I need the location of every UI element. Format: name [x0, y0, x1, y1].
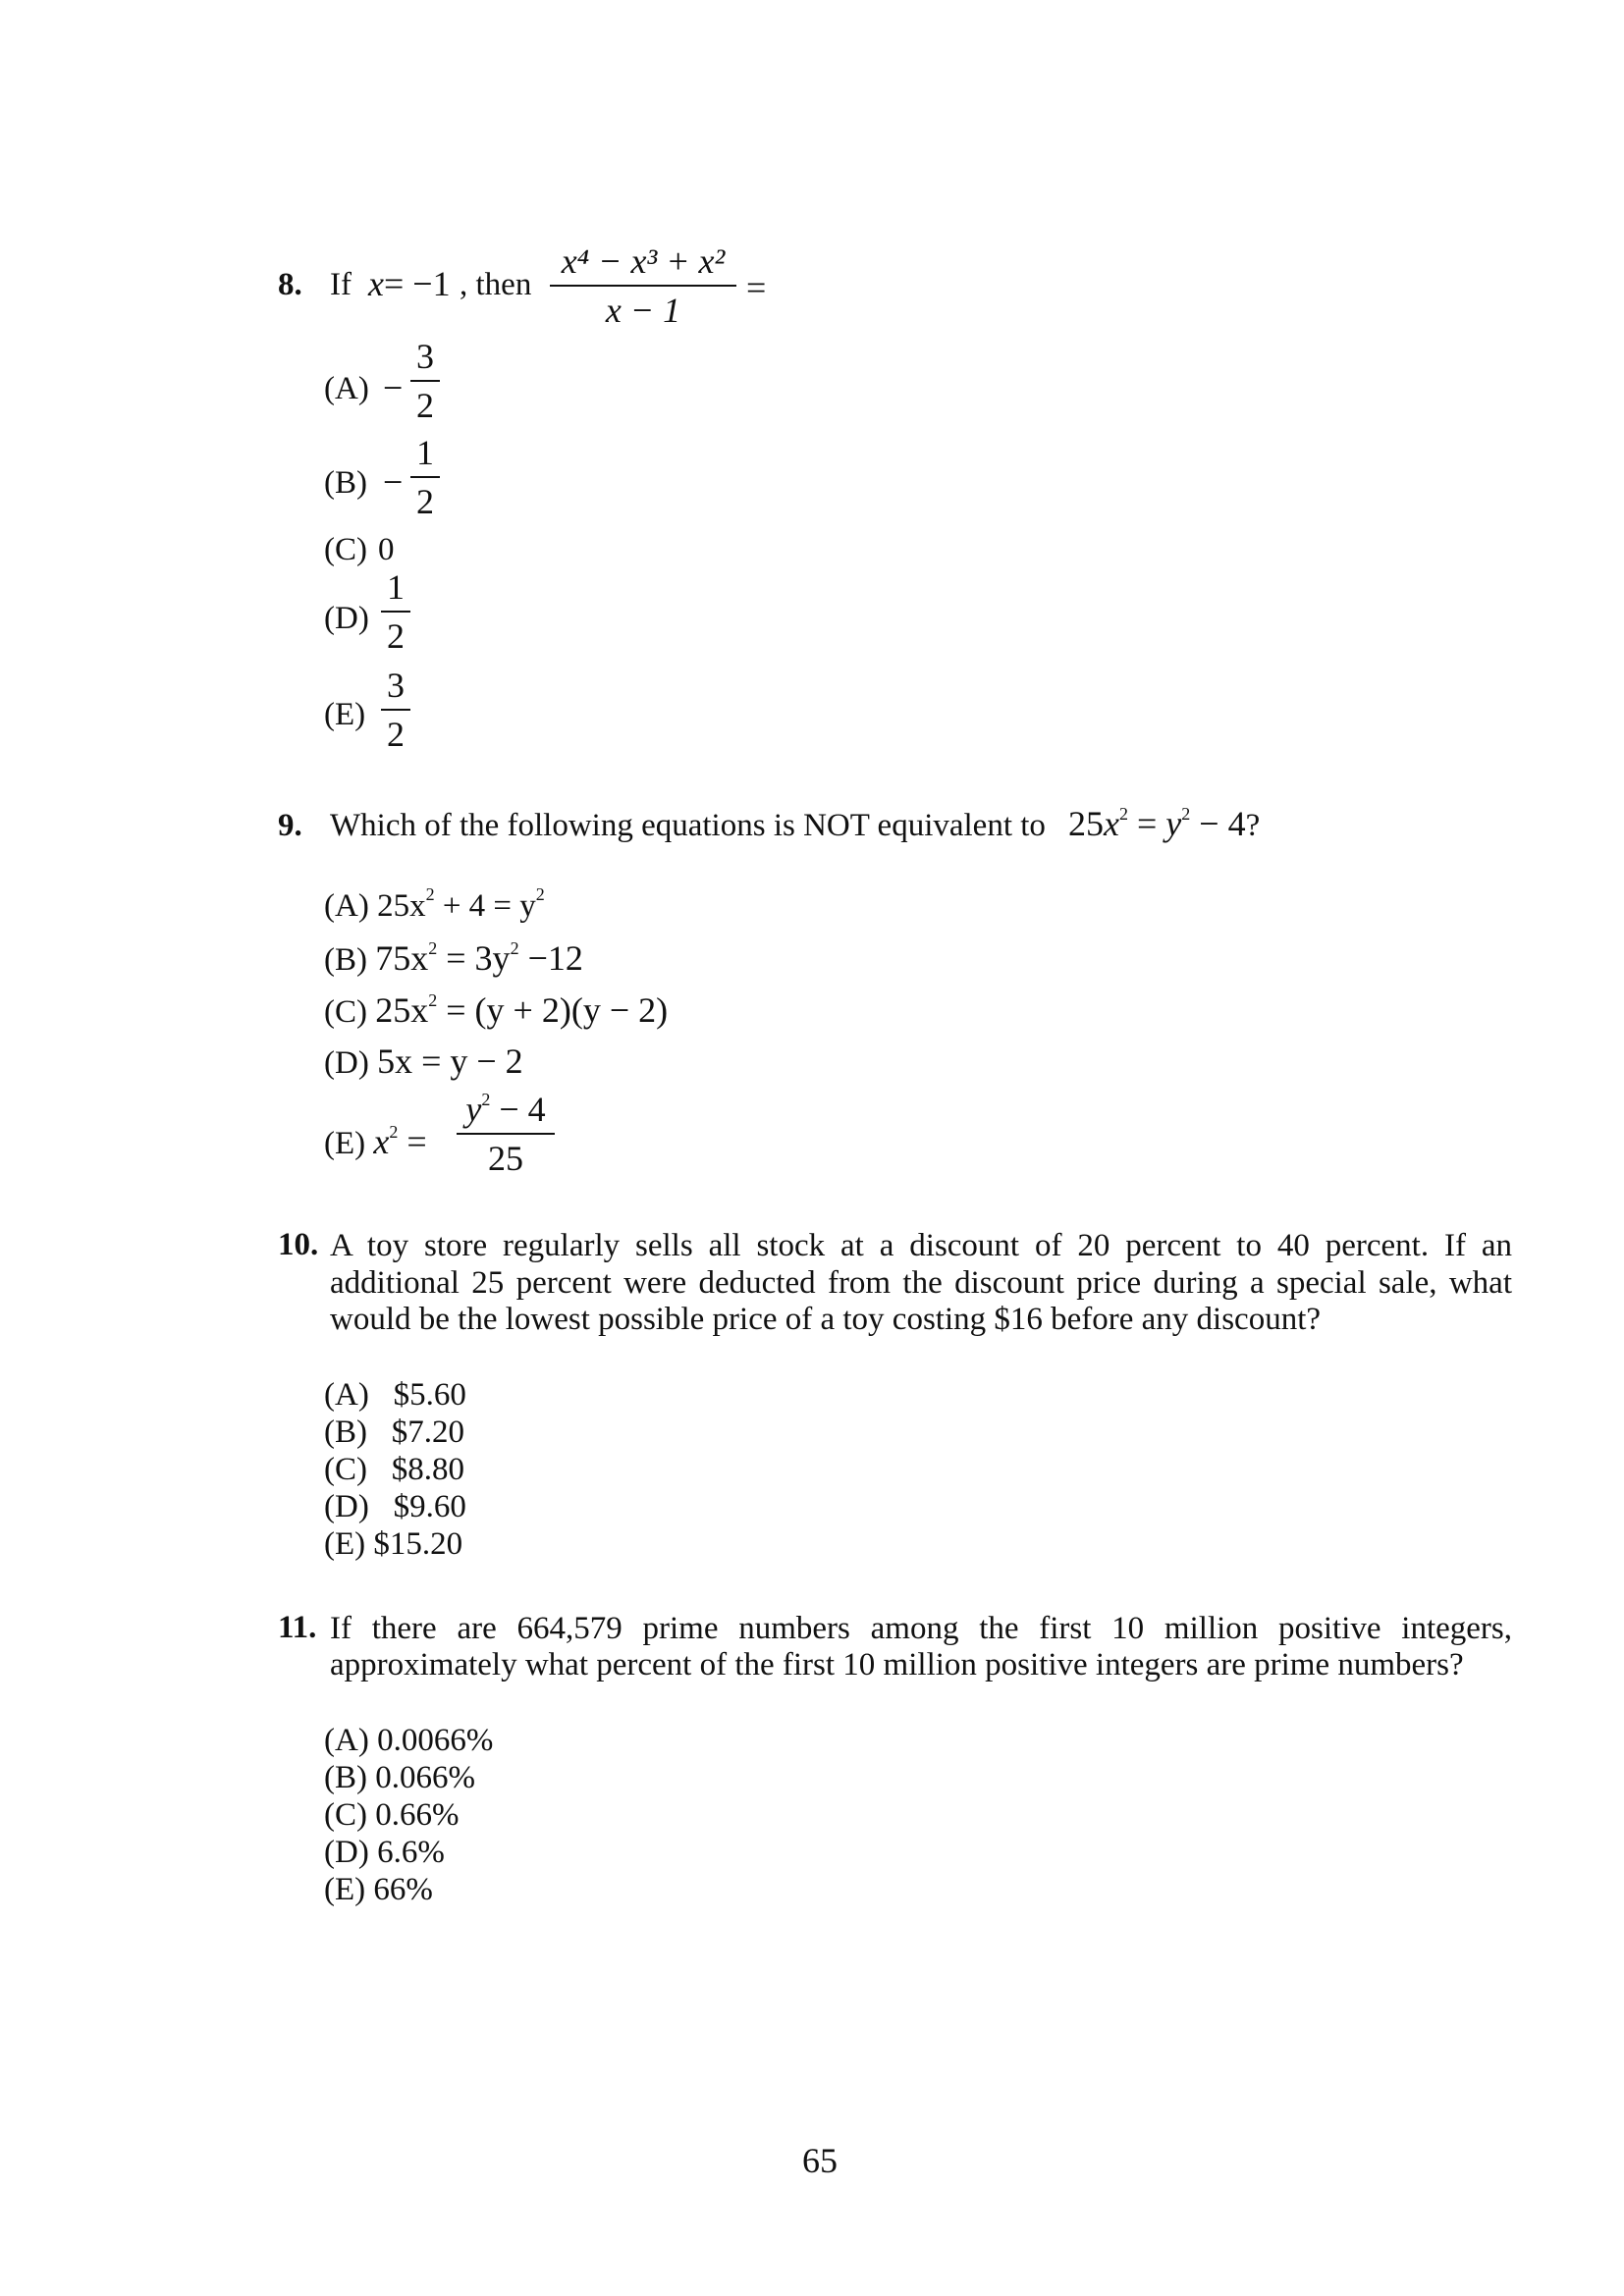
question-8-condition: x= −1 [368, 264, 451, 303]
option-sign: − [383, 462, 404, 502]
option-e-fraction [457, 1092, 555, 1176]
question-8-equals: = [746, 268, 767, 307]
fraction-bar [550, 285, 736, 287]
fraction-numerator: 1 [387, 567, 405, 607]
option-b: (B) 0.066% [324, 1760, 475, 1795]
option-c: (C) 0.66% [324, 1797, 460, 1833]
option-fraction [410, 435, 440, 519]
fraction-numerator: x⁴ − x³ + x² [561, 241, 726, 281]
option-c: (C) $8.80 [324, 1452, 464, 1487]
option-d: (D) 5x = y − 2 [324, 1041, 523, 1081]
question-11-stem-line1: If there are 664,579 prime numbers among the first 10 million positive integers, [330, 1611, 1512, 1646]
question-8-prefix: If [330, 267, 352, 302]
option-a: (A) 0.0066% [324, 1723, 494, 1758]
option-b: (B) $75x^2 = 3y^2 -12$ [324, 938, 583, 978]
question-10-stem-line3: would be the lowest possible price of a toy costing $16 before any discount? [330, 1302, 1322, 1337]
question-8-expression-fraction [550, 243, 736, 328]
fraction-denominator: 2 [387, 616, 405, 656]
question-10-stem-line1: A toy store regularly sells all stock at a discount of 20 percent to 40 percent. If an [330, 1228, 1512, 1263]
option-d: (D) $9.60 [324, 1489, 466, 1524]
option-e: (E) 66% [324, 1872, 433, 1907]
fraction-numerator: 1 [416, 433, 434, 472]
fraction-denominator: 2 [387, 715, 405, 754]
question-11-number: 11. [278, 1610, 317, 1645]
option-label: (B) [324, 465, 367, 501]
fraction-numerator: 3 [416, 337, 434, 376]
question-9-equation: $25x^2 = y^2 - 4$? [1068, 804, 1261, 843]
option-e: (E) $15.20 [324, 1526, 463, 1562]
fraction-bar [410, 476, 440, 478]
question-8-then: , then [460, 267, 532, 302]
question-11-stem-line2: approximately what percent of the first 10 million positive integers are prime numbers? [330, 1647, 1464, 1682]
option-fraction [381, 667, 410, 752]
fraction-bar [457, 1133, 555, 1135]
question-9-number: 9. [278, 808, 302, 843]
option-sign: − [383, 368, 404, 407]
option-label: (E) [324, 697, 366, 732]
question-10-number: 10. [278, 1227, 319, 1262]
option-a: (A) $5.60 [324, 1377, 466, 1413]
question-9-stem: Which of the following equations is NOT equivalent to [330, 808, 1046, 843]
question-8-number: 8. [278, 267, 302, 302]
fraction-bar [410, 380, 440, 382]
fraction-denominator: 25 [488, 1139, 523, 1178]
fraction-bar [381, 611, 410, 613]
option-c: (C) $25x^2 = (y + 2)(y - 2)$ [324, 990, 669, 1030]
fraction-denominator: 2 [416, 386, 434, 425]
option-text: 0 [378, 532, 395, 567]
fraction-numerator: 3 [387, 666, 405, 705]
option-e-label: (E) $x^2$ = [324, 1122, 427, 1161]
fraction-bar [381, 709, 410, 711]
fraction-denominator: 2 [416, 482, 434, 521]
fraction-denominator: x − 1 [605, 291, 681, 330]
option-fraction [410, 339, 440, 423]
option-label: (A) [324, 371, 369, 406]
option-d: (D) 6.6% [324, 1835, 445, 1870]
option-b: (B) $7.20 [324, 1415, 464, 1450]
option-fraction [381, 569, 410, 654]
page-number: 65 [802, 2141, 838, 2180]
fraction-numerator: $y^2 - 4$ [465, 1090, 546, 1129]
option-label: (D) [324, 601, 369, 636]
question-10-stem-line2: additional 25 percent were deducted from the discount price during a special sale, what [330, 1265, 1512, 1301]
option-a: (A) $25x^2 + 4 = y^2$ [324, 884, 545, 924]
option-label: (C) [324, 532, 367, 567]
